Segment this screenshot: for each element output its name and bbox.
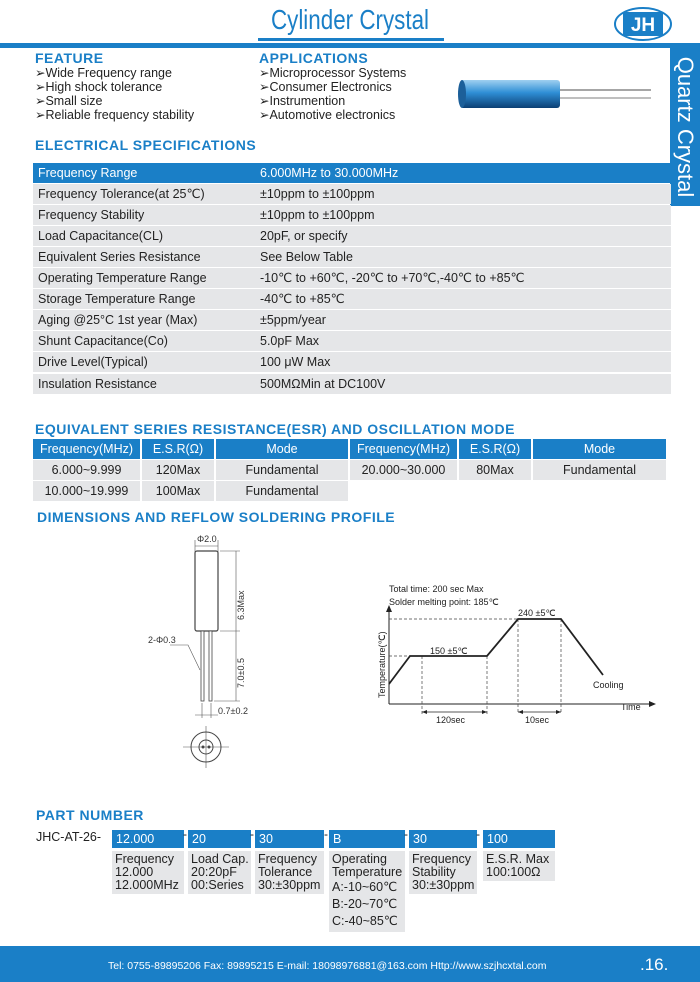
- feature-item: ➢Reliable frequency stability: [35, 108, 195, 122]
- spec-value: ±5ppm/year: [255, 310, 671, 330]
- esr-cell: 6.000~9.999: [33, 460, 140, 480]
- pn-load-cap-box: 20: [188, 830, 251, 848]
- esr-header: E.S.R(Ω): [459, 439, 531, 459]
- electrical-heading: ELECTRICAL SPECIFICATIONS: [35, 137, 257, 153]
- spec-label: Aging @25°C 1st year (Max): [33, 310, 257, 330]
- esr-cell: 100Max: [142, 481, 214, 501]
- reflow-cooling: Cooling: [593, 680, 624, 690]
- side-tab: [670, 48, 700, 206]
- logo-text: JH: [630, 15, 656, 36]
- esr-cell: 10.000~19.999: [33, 481, 140, 501]
- pn-dash: -: [404, 827, 408, 841]
- esr-header: Mode: [216, 439, 348, 459]
- esr-cell: 80Max: [459, 460, 531, 480]
- applications-heading: APPLICATIONS: [259, 50, 369, 66]
- pn-stability-box: 30: [409, 830, 477, 848]
- reflow-peak: 240 ±5℃: [518, 608, 556, 618]
- dim-lead-length: 7.0±0.5: [236, 658, 246, 688]
- spec-value: See Below Table: [255, 247, 671, 267]
- spec-value: ±10ppm to ±100ppm: [255, 184, 671, 204]
- pn-dash: -: [250, 827, 254, 841]
- feature-list: [35, 66, 194, 122]
- spec-value: -40℃ to +85℃: [255, 289, 671, 309]
- pn-dash: -: [183, 827, 187, 841]
- spec-label: Load Capacitance(CL): [33, 226, 257, 246]
- spec-row: [33, 268, 666, 289]
- application-item: ➢Automotive electronics: [259, 108, 396, 122]
- spec-row: [33, 247, 666, 268]
- spec-row: [33, 163, 666, 184]
- pn-temperature-box: B: [329, 830, 405, 848]
- side-tab-label: Quartz Crystal: [673, 56, 698, 198]
- reflow-total-time: Total time: 200 sec Max: [389, 584, 484, 594]
- pn-esr-desc: E.S.R. Max 100:100Ω: [483, 851, 555, 881]
- crystal-product-image: [455, 76, 653, 116]
- spec-row: [33, 352, 666, 373]
- application-item: ➢Microprocessor Systems: [259, 66, 407, 80]
- reflow-y-label: Temperature(℃): [377, 631, 387, 698]
- spec-label: Insulation Resistance: [33, 374, 257, 394]
- feature-item: ➢Small size: [35, 94, 103, 108]
- reflow-preheat: 150 ±5℃: [430, 646, 468, 656]
- spec-row: [33, 289, 666, 310]
- dim-pin-diameter: 2-Φ0.3: [148, 635, 176, 645]
- spec-row: [33, 226, 666, 247]
- pn-dash: -: [476, 827, 480, 841]
- part-number-prefix: JHC-AT-26-: [36, 830, 102, 844]
- page-title: Cylinder Crystal: [270, 4, 430, 35]
- reflow-profile: [375, 580, 660, 730]
- esr-cell: Fundamental: [533, 460, 666, 480]
- pn-load-cap-desc: Load Cap. 20:20pF 00:Series: [188, 851, 251, 894]
- reflow-x-label: Time: [621, 702, 641, 712]
- company-logo: [613, 6, 673, 42]
- esr-heading: EQUIVALENT SERIES RESISTANCE(ESR) AND OSCILLATION MODE: [35, 421, 515, 437]
- reflow-preheat-time: 120sec: [436, 715, 466, 725]
- spec-label: Storage Temperature Range: [33, 289, 257, 309]
- esr-cell: 120Max: [142, 460, 214, 480]
- esr-header: E.S.R(Ω): [142, 439, 214, 459]
- esr-cell: Fundamental: [216, 481, 348, 501]
- pn-tolerance-box: 30: [255, 830, 324, 848]
- spec-value: 20pF, or specify: [255, 226, 671, 246]
- dim-length: 6.3Max: [236, 590, 246, 620]
- reflow-melting-point: Solder melting point: 185℃: [389, 597, 499, 607]
- spec-label: Frequency Tolerance(at 25℃): [33, 184, 257, 204]
- feature-item: ➢High shock tolerance: [35, 80, 163, 94]
- pn-dash: -: [324, 827, 328, 841]
- spec-row: [33, 374, 666, 395]
- dim-pitch: 0.7±0.2: [218, 706, 248, 716]
- pn-stability-desc: Frequency Stability 30:±30ppm: [409, 851, 477, 894]
- header-bar: [0, 43, 700, 48]
- esr-header: Frequency(MHz): [350, 439, 457, 459]
- spec-label: Frequency Stability: [33, 205, 257, 225]
- esr-cell: 20.000~30.000: [350, 460, 457, 480]
- spec-value: 6.000MHz to 30.000MHz: [255, 163, 671, 183]
- spec-value: -10℃ to +60℃, -20℃ to +70℃,-40℃ to +85℃: [255, 268, 671, 288]
- spec-label: Shunt Capacitance(Co): [33, 331, 257, 351]
- pn-frequency-box: 12.000: [112, 830, 184, 848]
- pn-tolerance-desc: Frequency Tolerance 30:±30ppm: [255, 851, 324, 894]
- dimensions-heading: DIMENSIONS AND REFLOW SOLDERING PROFILE: [37, 509, 396, 525]
- spec-row: [33, 205, 666, 226]
- spec-label: Equivalent Series Resistance: [33, 247, 257, 267]
- reflow-peak-time: 10sec: [525, 715, 550, 725]
- spec-value: 5.0pF Max: [255, 331, 671, 351]
- spec-value: ±10ppm to ±100ppm: [255, 205, 671, 225]
- spec-row: [33, 310, 666, 331]
- title-underline: [258, 38, 444, 41]
- spec-label: Drive Level(Typical): [33, 352, 257, 372]
- application-item: ➢Consumer Electronics: [259, 80, 392, 94]
- feature-item: ➢Wide Frequency range: [35, 66, 172, 80]
- part-number-heading: PART NUMBER: [36, 807, 144, 823]
- spec-value: 100 μW Max: [255, 352, 671, 372]
- dimension-drawing: [140, 530, 280, 775]
- spec-label: Operating Temperature Range: [33, 268, 257, 288]
- spec-row: [33, 184, 666, 205]
- pn-esr-box: 100: [483, 830, 555, 848]
- spec-row: [33, 331, 666, 352]
- application-item: ➢Instrumention: [259, 94, 346, 108]
- spec-label: Frequency Range: [33, 163, 257, 183]
- page-number: .16.: [640, 955, 669, 974]
- esr-header: Mode: [533, 439, 666, 459]
- footer-contact: Tel: 0755-89895206 Fax: 89895215 E-mail: 18098976881@163.com Http://www.szjhcxtal.com: [108, 960, 547, 972]
- feature-heading: FEATURE: [35, 50, 104, 66]
- dim-diameter: Φ2.0: [197, 534, 217, 544]
- esr-header: Frequency(MHz): [33, 439, 140, 459]
- pn-frequency-desc: Frequency 12.000 12.000MHz: [112, 851, 184, 894]
- esr-cell: Fundamental: [216, 460, 348, 480]
- pn-temperature-desc: Operating Temperature A:-10~60℃ B:-20~70℃ C:-40~85℃: [329, 851, 405, 932]
- applications-list: [259, 66, 406, 122]
- spec-value: 500MΩMin at DC100V: [255, 374, 671, 394]
